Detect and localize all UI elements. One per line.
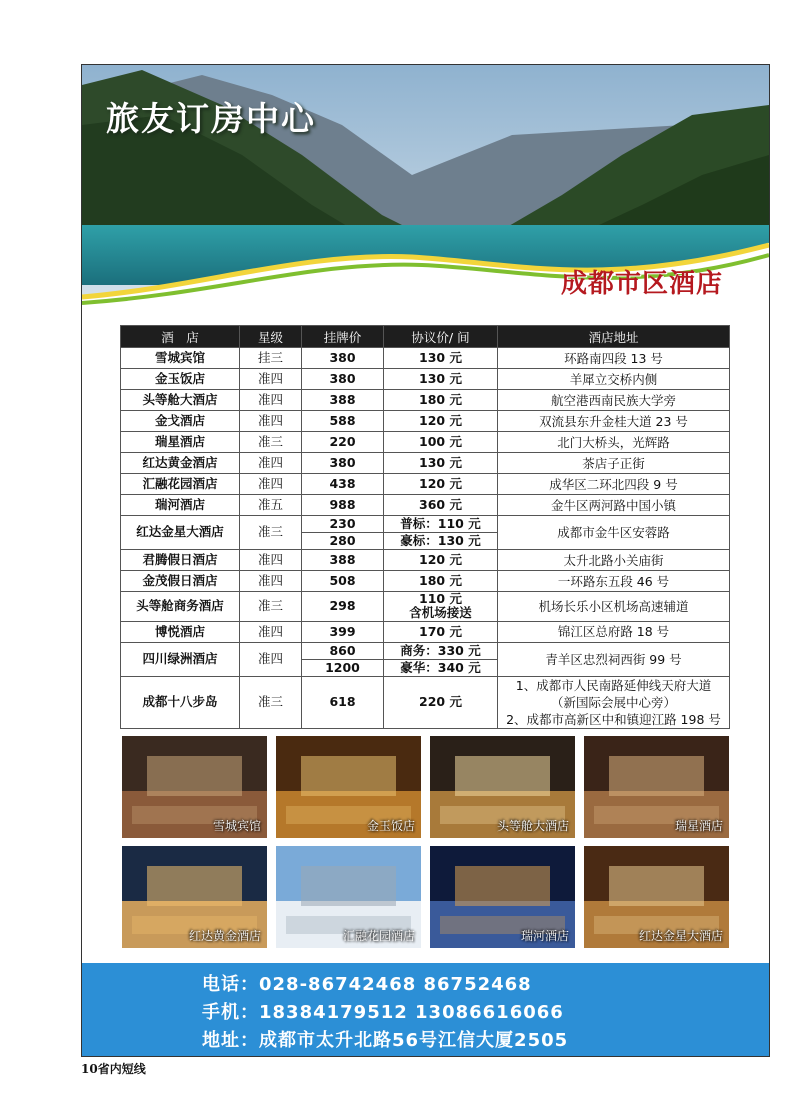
section-subtitle: 成都市区酒店 <box>560 269 723 299</box>
hotel-address-line: 成都市金牛区安蓉路 <box>557 525 670 540</box>
table-row <box>121 474 730 495</box>
hotel-address-line: 太升北路小关庙街 <box>563 552 664 568</box>
hotel-price-line: 298 <box>329 598 356 614</box>
hotel-deal-line: 180 元 <box>419 391 462 407</box>
hotel-price <box>302 621 384 642</box>
hotel-price-line: 388 <box>329 391 356 407</box>
hotel-deal <box>384 571 498 592</box>
hotel-address <box>498 369 730 390</box>
hotel-address-line: 1、成都市人民南路延伸线天府大道 <box>515 677 712 693</box>
hotel-deal-line: 豪华：340 元 <box>384 659 497 676</box>
hotel-address <box>498 474 730 495</box>
header-banner <box>82 65 769 310</box>
hotel-photo <box>430 736 575 838</box>
hotel-deal-line: 120 元 <box>419 551 462 567</box>
hotel-address-line: 青羊区忠烈祠西街 99 号 <box>545 651 682 667</box>
hotel-price <box>302 453 384 474</box>
hotel-address <box>498 676 730 728</box>
hotel-star: 准三 <box>240 516 302 550</box>
table-row <box>121 453 730 474</box>
hotel-name: 君腾假日酒店 <box>121 550 240 571</box>
table-header <box>121 326 730 348</box>
hotel-price <box>302 516 384 550</box>
hotel-price <box>302 432 384 453</box>
hotel-photo <box>122 736 267 838</box>
contact-mobile: 手机：18384179512 13086616066 <box>202 1002 564 1023</box>
hotel-star: 准四 <box>240 621 302 642</box>
column-header: 酒店地址 <box>498 326 730 348</box>
hotel-name: 雪城宾馆 <box>121 348 240 369</box>
hotel-deal-line: 180 元 <box>419 572 462 588</box>
column-header: 挂牌价 <box>302 326 384 348</box>
hotel-address-line: 双流县东升金桂大道 23 号 <box>539 413 688 429</box>
hotel-deal <box>384 676 498 728</box>
page-footer: 10省内短线 <box>81 1062 146 1076</box>
hotel-name: 金茂假日酒店 <box>121 571 240 592</box>
hotel-deal <box>384 432 498 453</box>
contact-bar <box>82 963 769 1056</box>
table-row <box>121 550 730 571</box>
hotel-price <box>302 474 384 495</box>
flyer-page <box>81 64 770 1057</box>
table-body <box>121 348 730 729</box>
hotel-deal <box>384 390 498 411</box>
table-row <box>121 621 730 642</box>
hotel-deal <box>384 474 498 495</box>
photo-caption: 瑞河酒店 <box>520 929 569 943</box>
hotel-address-line: 机场长乐小区机场高速辅道 <box>538 598 689 614</box>
hotel-address <box>498 571 730 592</box>
column-header: 星级 <box>240 326 302 348</box>
hotel-deal <box>384 550 498 571</box>
hotel-name: 头等舱大酒店 <box>121 390 240 411</box>
hotel-address-line: 茶店子正街 <box>582 455 645 471</box>
hotel-address <box>498 432 730 453</box>
hotel-address-line: 航空港西南民族大学旁 <box>550 392 676 408</box>
table-row <box>121 516 730 550</box>
hotel-deal-line: 商务：330 元 <box>400 642 481 658</box>
hotel-price-line: 588 <box>329 412 356 428</box>
hotel-price-line: 438 <box>329 475 356 491</box>
hotel-star: 准四 <box>240 390 302 411</box>
photo-caption: 瑞星酒店 <box>674 819 723 833</box>
hotel-photo <box>122 846 267 948</box>
photo-caption: 金玉饭店 <box>366 819 415 833</box>
hotel-name: 成都十八步岛 <box>121 676 240 728</box>
hotel-star: 准三 <box>240 592 302 622</box>
column-header: 协议价/ 间 <box>384 326 498 348</box>
hotel-star: 准三 <box>240 432 302 453</box>
hotel-address-line: 金牛区两河路中国小镇 <box>550 497 676 513</box>
hotel-name: 博悦酒店 <box>121 621 240 642</box>
hotel-address-line: （新国际会展中心旁） <box>550 694 676 710</box>
table-row <box>121 390 730 411</box>
hotel-star: 准四 <box>240 453 302 474</box>
hotel-deal-line: 100 元 <box>419 433 462 449</box>
hotel-deal-line: 220 元 <box>419 694 462 710</box>
hotel-deal-line: 130 元 <box>419 454 462 470</box>
hotel-photo <box>584 736 729 838</box>
hotel-address <box>498 495 730 516</box>
page-title: 旅友订房中心 <box>106 99 316 138</box>
column-header: 酒 店 <box>121 326 240 348</box>
hotel-photo <box>276 846 421 948</box>
hotel-price-line: 388 <box>329 551 356 567</box>
table-row <box>121 571 730 592</box>
hotel-price <box>302 642 384 676</box>
photo-caption: 红达黄金酒店 <box>188 929 261 943</box>
hotel-name: 金戈酒店 <box>121 411 240 432</box>
hotel-deal <box>384 516 498 550</box>
hotel-deal <box>384 348 498 369</box>
hotel-deal-line: 360 元 <box>419 496 462 512</box>
hotel-address <box>498 411 730 432</box>
table-row <box>121 348 730 369</box>
table-row <box>121 495 730 516</box>
hotel-deal-line: 170 元 <box>419 623 462 639</box>
hotel-table <box>120 325 729 729</box>
hotel-star: 准四 <box>240 550 302 571</box>
hotel-photo <box>584 846 729 948</box>
hotel-address <box>498 348 730 369</box>
hotel-address-line: 成华区二环北四段 9 号 <box>549 476 678 492</box>
hotel-star: 准四 <box>240 411 302 432</box>
photo-caption: 红达金星大酒店 <box>638 929 723 943</box>
hotel-price-line: 380 <box>329 370 356 386</box>
hotel-photo <box>430 846 575 948</box>
hotel-deal <box>384 453 498 474</box>
hotel-deal-line: 120 元 <box>419 475 462 491</box>
hotel-address <box>498 453 730 474</box>
hotel-address <box>498 550 730 571</box>
hotel-price-line: 399 <box>329 623 356 639</box>
hotel-address-line: 2、成都市高新区中和镇迎江路 198 号 <box>506 711 721 727</box>
hotel-price-line: 618 <box>329 694 356 710</box>
table-row <box>121 411 730 432</box>
hotel-deal-line: 110 元 <box>419 591 462 606</box>
hotel-name: 金玉饭店 <box>121 369 240 390</box>
hotel-deal-line: 130 元 <box>419 370 462 386</box>
hotel-address-line: 环路南四段 13 号 <box>564 350 663 366</box>
hotel-deal <box>384 592 498 622</box>
hotel-price <box>302 495 384 516</box>
table-row <box>121 676 730 728</box>
hotel-deal <box>384 495 498 516</box>
hotel-address <box>498 642 730 676</box>
hotel-price-line: 508 <box>329 572 356 588</box>
hotel-deal-line: 普标：110 元 <box>400 516 481 531</box>
hotel-price <box>302 411 384 432</box>
hotel-address <box>498 516 730 550</box>
hotel-name: 头等舱商务酒店 <box>121 592 240 622</box>
hotel-price-line: 860 <box>329 642 356 658</box>
hotel-address-line: 一环路东五段 46 号 <box>557 573 670 589</box>
hotel-address <box>498 390 730 411</box>
hotel-deal <box>384 369 498 390</box>
hotel-price-line: 1200 <box>302 659 383 676</box>
hotel-star: 准四 <box>240 571 302 592</box>
hotel-address-line: 羊犀立交桥内侧 <box>569 371 658 387</box>
hotel-star: 准四 <box>240 642 302 676</box>
hotel-price-line: 280 <box>302 532 383 549</box>
hotel-photo <box>276 736 421 838</box>
hotel-price <box>302 390 384 411</box>
hotel-star: 准四 <box>240 369 302 390</box>
hotel-price <box>302 369 384 390</box>
hotel-address <box>498 621 730 642</box>
hotel-name: 红达黄金酒店 <box>121 453 240 474</box>
hotel-price <box>302 592 384 622</box>
hotel-address-line: 锦江区总府路 18 号 <box>557 624 670 640</box>
table-row <box>121 432 730 453</box>
hotel-price-line: 988 <box>329 496 356 512</box>
table-row <box>121 592 730 622</box>
hotel-star: 准四 <box>240 474 302 495</box>
hotel-name: 汇融花园酒店 <box>121 474 240 495</box>
photo-caption: 头等舱大酒店 <box>496 819 569 833</box>
hotel-name: 红达金星大酒店 <box>121 516 240 550</box>
hotel-star: 挂三 <box>240 348 302 369</box>
hotel-address-line: 北门大桥头，光辉路 <box>557 434 670 450</box>
hotel-price-line: 230 <box>329 516 356 531</box>
hotel-price <box>302 550 384 571</box>
table-row <box>121 369 730 390</box>
hotel-name: 四川绿洲酒店 <box>121 642 240 676</box>
contact-address: 地址：成都市太升北路56号江信大厦2505 <box>202 1030 569 1051</box>
hotel-name: 瑞星酒店 <box>121 432 240 453</box>
hotel-deal-line: 130 元 <box>419 349 462 365</box>
hotel-price <box>302 676 384 728</box>
hotel-price-line: 380 <box>329 349 356 365</box>
hotel-address <box>498 592 730 622</box>
hotel-deal-line: 120 元 <box>419 412 462 428</box>
hotel-star: 准五 <box>240 495 302 516</box>
hotel-star: 准三 <box>240 676 302 728</box>
photo-caption: 雪城宾馆 <box>212 819 261 833</box>
hotel-deal <box>384 621 498 642</box>
photo-caption: 汇融花园酒店 <box>342 929 415 943</box>
table-row <box>121 642 730 676</box>
hotel-deal-line: 豪标：130 元 <box>384 532 497 549</box>
hotel-name: 瑞河酒店 <box>121 495 240 516</box>
hotel-deal-line: 含机场接送 <box>409 605 472 621</box>
hotel-price <box>302 571 384 592</box>
hotel-deal <box>384 411 498 432</box>
hotel-price-line: 220 <box>329 433 356 449</box>
hotel-price-line: 380 <box>329 454 356 470</box>
contact-phone: 电话：028-86742468 86752468 <box>202 974 532 995</box>
hotel-deal <box>384 642 498 676</box>
hotel-price <box>302 348 384 369</box>
